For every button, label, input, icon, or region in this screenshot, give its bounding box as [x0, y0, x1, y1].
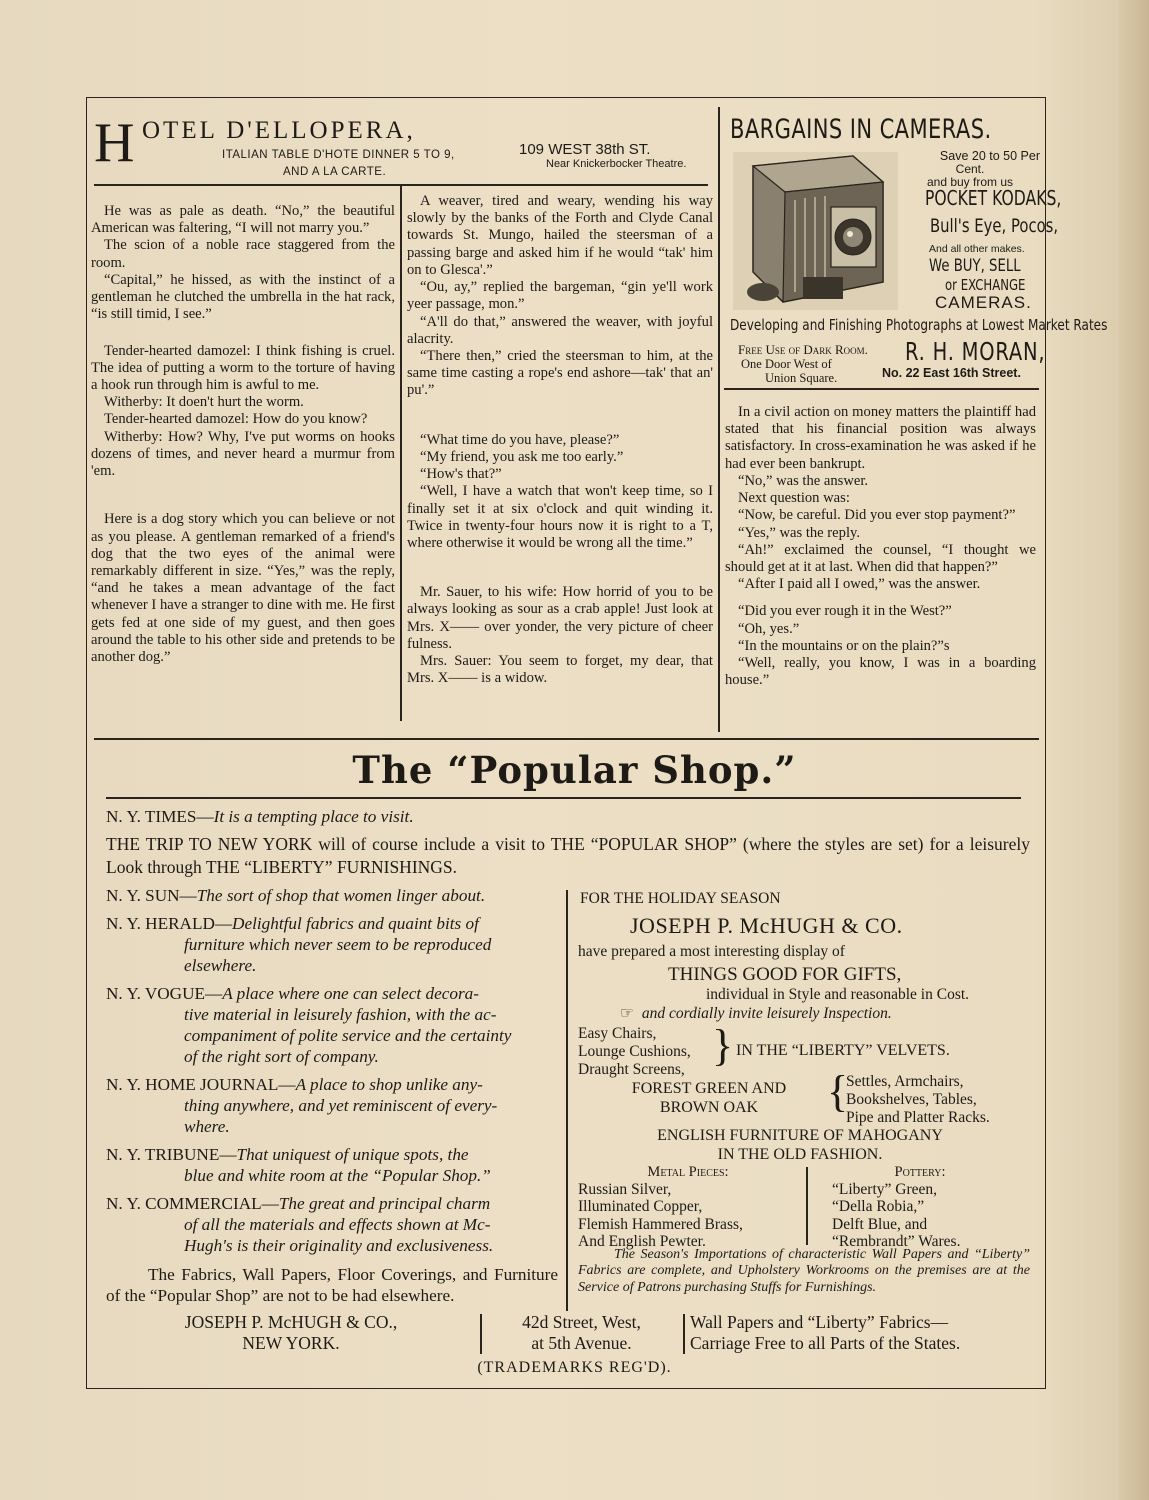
- spacer: [91, 324, 395, 343]
- english-furniture: [580, 1126, 1020, 1164]
- chairs-item: Draught Screens,: [578, 1061, 685, 1079]
- quote-text: Hugh's is their originality and exclusiveness.: [184, 1235, 494, 1255]
- times-quote: It is a tempting place to visit.: [213, 807, 414, 826]
- footer-carriage: [690, 1312, 1035, 1355]
- divider-col1-col2: [400, 186, 402, 721]
- footer-company-line: JOSEPH P. McHUGH & CO.,: [184, 1312, 398, 1332]
- camera-buy-sell: We BUY, SELL: [929, 256, 1021, 276]
- metal-list: [578, 1181, 743, 1250]
- pottery-item: “Rembrandt” Wares.: [832, 1233, 961, 1251]
- quote-text: That uniquest of unique spots, the: [236, 1144, 469, 1164]
- camera-rule: [724, 388, 1039, 390]
- chairs-item: Easy Chairs,: [578, 1025, 657, 1042]
- footer-divider-2: [683, 1314, 685, 1354]
- camera-cams: CAMERAS.: [935, 293, 1032, 312]
- trademarks: (TRADEMARKS REG'D).: [477, 1359, 672, 1376]
- camera-kodaks: POCKET KODAKS,: [925, 186, 1062, 210]
- shop-trip: THE TRIP TO NEW YORK will of course include a visit to THE “POPULAR SHOP” (where the styles are set) for a leisurely Look through THE “LIBERTY” FURNISHINGS.: [106, 834, 1030, 877]
- story-paragraph: “Oh, yes.”: [738, 620, 800, 637]
- hotel-address: 109 WEST 38th ST.: [519, 141, 651, 158]
- holiday-label: FOR THE HOLIDAY SEASON: [580, 890, 781, 907]
- footer-address-line: 42d Street, West,: [522, 1312, 641, 1332]
- quote-source: N. Y. SUN—: [106, 886, 197, 905]
- settles-item: Bookshelves, Tables,: [846, 1091, 977, 1109]
- quote-text: thing anywhere, and yet reminiscent of every-: [184, 1095, 498, 1115]
- story-paragraph: “What time do you have, please?”: [420, 431, 620, 448]
- quote-source: N. Y. VOGUE—: [106, 983, 223, 1003]
- things-title: THINGS GOOD FOR GIFTS,: [668, 964, 902, 985]
- quote-text: furniture which never seem to be reproduced: [184, 934, 492, 954]
- quote-text: companiment of polite service and the certainty: [184, 1025, 512, 1045]
- velvets-text: IN THE “LIBERTY” VELVETS.: [736, 1042, 950, 1059]
- settles-item: Pipe and Platter Racks.: [846, 1109, 990, 1127]
- spacer: [407, 552, 713, 584]
- metal-heading: Metal Pieces:: [647, 1164, 729, 1180]
- story-paragraph: Witherby: It doen't hurt the worm.: [104, 394, 304, 411]
- settles-list: [846, 1073, 990, 1127]
- footer-carriage-line: Carriage Free to all Parts of the States.: [690, 1333, 961, 1354]
- camera-buysell-wrap: [929, 256, 1046, 276]
- brace-left-icon: {: [827, 1067, 849, 1116]
- section-rule: [94, 738, 1039, 740]
- camera-ad: [730, 114, 1040, 145]
- camera-developing-wrap: [730, 316, 1149, 335]
- camera-street: No. 22 East 16th Street.: [882, 366, 1021, 380]
- chairs-list: [578, 1025, 691, 1079]
- pottery-list: [832, 1181, 960, 1250]
- story-paragraph: “Well, I have a watch that won't keep time, so I finally set it at six o'clock and quit winding it. Twice in twenty-four hours now it is right to a T, where otherwise it would be wrong all the time.”: [407, 483, 713, 551]
- divider-col2-col3: [718, 107, 720, 732]
- story-paragraph: He was as pale as death. “No,” the beautiful American was faltering, “I will not marry you.”: [91, 203, 395, 237]
- quote-herald: [106, 914, 558, 977]
- footer-carriage-line: Wall Papers and “Liberty” Fabrics—: [690, 1312, 949, 1332]
- story-paragraph: “There then,” cried the steersman to him, at the same time casting a rope's end ashore—tak' that an' pu'.”: [407, 347, 713, 399]
- hotel-line2: AND A LA CARTE.: [283, 166, 387, 178]
- story-paragraph: “How's that?”: [420, 466, 502, 483]
- camera-exchange: or EXCHANGE: [945, 276, 1026, 294]
- quote-text: A place to shop unlike any-: [295, 1074, 483, 1094]
- quote-vogue: [106, 984, 558, 1068]
- forest-line: BROWN OAK: [659, 1099, 759, 1117]
- forest-text: [614, 1079, 804, 1117]
- quote-text: The great and principal charm: [278, 1193, 491, 1213]
- shop-fabrics: The Fabrics, Wall Papers, Floor Coverings, and Furniture of the “Popular Shop” are not to be had elsewhere.: [106, 1264, 558, 1305]
- pottery-item: “Liberty” Green,: [832, 1181, 937, 1198]
- quote-text: of the right sort of company.: [184, 1046, 379, 1066]
- quote-source: N. Y. COMMERCIAL—: [106, 1193, 279, 1213]
- story-paragraph: Witherby: How? Why, I've put worms on hooks dozens of times, and never heard a murmur from 'em.: [91, 428, 395, 480]
- camera-free: Free Use of Dark Room.: [738, 342, 868, 357]
- footer-address-line: at 5th Avenue.: [531, 1333, 632, 1354]
- pointing-hand-icon: ☞: [620, 1005, 634, 1022]
- quote-text: A place where one can select decora-: [222, 983, 479, 1003]
- metal-item: Russian Silver,: [578, 1181, 672, 1198]
- shop-title: The “Popular Shop.”: [352, 748, 797, 792]
- quote-text: where.: [184, 1116, 230, 1136]
- season-text: The Season's Importations of characteristic Wall Papers and “Liberty” Fabrics are complete, and Upholstery Workrooms on the premises are at the Service of Patrons purchasing Stuffs for Furnishings.: [578, 1247, 1030, 1295]
- story-paragraph: “Well, really, you know, I was in a boarding house.”: [725, 655, 1036, 689]
- quote-sun: [106, 886, 558, 907]
- story-paragraph: “In the mountains or on the plain?”s: [738, 637, 950, 654]
- camera-save: Save 20 to 50 Per: [939, 149, 1040, 163]
- pottery-heading: Pottery:: [894, 1164, 946, 1180]
- press-quotes: [106, 886, 558, 1307]
- camera-bulls-wrap: [930, 215, 1094, 237]
- quote-tribune: [106, 1145, 558, 1187]
- camera-moran: R. H. MORAN,: [905, 337, 1046, 366]
- footer-company-line: NEW YORK.: [242, 1333, 340, 1354]
- english-line: ENGLISH FURNITURE OF MAHOGANY: [657, 1127, 943, 1144]
- story-paragraph: “My friend, you ask me too early.”: [420, 448, 624, 465]
- footer-divider-1: [480, 1314, 482, 1354]
- quote-text: Delightful fabrics and quaint bits of: [232, 913, 479, 933]
- individual-text: individual in Style and reasonable in Cost.: [706, 986, 970, 1003]
- column-3: [725, 404, 1036, 690]
- camera-others: And all other makes.: [929, 243, 1025, 255]
- story-paragraph: “Ah!” exclaimed the counsel, “I thought we should get at it at last. When did that happen?”: [725, 541, 1036, 575]
- hotel-name: OTEL D'ELLOPERA,: [142, 117, 416, 144]
- story-paragraph: A weaver, tired and weary, wending his way slowly by the banks of the Forth and Clyde Canal towards St. Mungo, hailed the steersman of a passing barge and asked him if he would “tak' him on to Glesca'.”: [407, 193, 713, 278]
- story-paragraph: In a civil action on money matters the plaintiff had stated that his financial position was always satisfactory. In cross-examination he was asked if he had ever been bankrupt.: [725, 404, 1036, 472]
- story-paragraph: Next question was:: [738, 490, 850, 507]
- spacer: [91, 480, 395, 511]
- column-2: [407, 193, 713, 687]
- camera-illustration: [733, 152, 898, 310]
- footer-company: [106, 1312, 476, 1355]
- shop-title-rule: [106, 797, 1021, 799]
- camera-buy: and buy from us: [926, 174, 1014, 189]
- story-paragraph: “Did you ever rough it in the West?”: [738, 603, 952, 620]
- quote-home-journal: [106, 1075, 558, 1138]
- invite-line: [620, 1005, 892, 1024]
- invite-text: and cordially invite leisurely Inspection.: [641, 1005, 892, 1022]
- camera-moran-wrap: [905, 337, 1085, 366]
- metal-pottery-divider: [806, 1167, 808, 1245]
- story-paragraph: Tender-hearted damozel: How do you know?: [104, 411, 368, 428]
- story-paragraph: “After I paid all I owed,” was the answer.: [738, 576, 981, 593]
- quote-text: of all the materials and effects shown at Mc-: [184, 1214, 491, 1234]
- story-paragraph: The scion of a noble race staggered from the room.: [91, 237, 395, 271]
- story-paragraph: Mrs. Sauer: You seem to forget, my dear, that Mrs. X—— is a widow.: [407, 653, 713, 687]
- camera-bulls: Bull's Eye, Pocos,: [930, 215, 1059, 237]
- camera-door: One Door West of: [741, 357, 832, 371]
- forest-line: FOREST GREEN AND: [631, 1080, 787, 1097]
- hotel-line1: ITALIAN TABLE D'HOTE DINNER 5 TO 9,: [222, 149, 455, 161]
- story-paragraph: Tender-hearted damozel: I think fishing is cruel. The idea of putting a worm to the torture of having a hook run through him is awful to me.: [91, 342, 395, 393]
- quote-text: blue and white room at the “Popular Shop.”: [184, 1165, 491, 1185]
- spacer: [407, 400, 713, 432]
- mchugh-title: JOSEPH P. McHUGH & CO.: [630, 913, 903, 938]
- hotel-near: Near Knickerbocker Theatre.: [546, 158, 687, 170]
- quote-text: The sort of shop that women linger about.: [196, 886, 486, 905]
- quote-text: tive material in leisurely fashion, with the ac-: [184, 1004, 497, 1024]
- metal-item: Illuminated Copper,: [578, 1198, 703, 1216]
- column-1: [91, 203, 395, 666]
- camera-ad-offer: [900, 150, 1040, 189]
- story-paragraph: “No,” was the answer.: [738, 472, 869, 489]
- shop-times: [106, 807, 414, 828]
- story-paragraph: “Capital,” he hissed, as with the instinct of a gentleman he clutched the umbrella in the hat rack, “is still timid, I see.”: [91, 271, 395, 323]
- camera-cent: Cent.: [955, 162, 985, 177]
- story-paragraph: Mr. Sauer, to his wife: How horrid of you to be always looking as sour as a crab apple! Just look at Mrs. X—— over yonder, the very picture of cheer fulness.: [407, 584, 713, 652]
- times-source: N. Y. TIMES—: [106, 807, 214, 826]
- quote-source: N. Y. HERALD—: [106, 913, 233, 933]
- brace-right-icon: }: [712, 1021, 734, 1070]
- story-paragraph: “A'll do that,” answered the weaver, with joyful alacrity.: [407, 313, 713, 347]
- spacer: [725, 593, 1036, 603]
- story-paragraph: Here is a dog story which you can believe or not as you please. A gentleman remarked of a friend's dog that the two eyes of the animal were remarkably different in size. “Yes,” was the reply, “and he takes a mean advantage of the fact whenever I have a stranger to dine with me. He first gets fed at one side of my guest, and then goes around the table to his other side and pretends to be another dog.”: [91, 511, 395, 666]
- story-paragraph: “Ou, ay,” replied the bargeman, “gin ye'll work yeer passage, mon.”: [407, 279, 713, 313]
- settles-item: Settles, Armchairs,: [846, 1073, 964, 1090]
- chairs-item: Lounge Cushions,: [578, 1043, 691, 1061]
- quote-source: N. Y. HOME JOURNAL—: [106, 1074, 296, 1094]
- camera-union: Union Square.: [765, 371, 838, 385]
- hotel-initial: H: [94, 112, 135, 174]
- shop-divider: [566, 890, 568, 1311]
- camera-developing: Developing and Finishing Photographs at Lowest Market Rates: [730, 316, 1108, 334]
- pottery-item: “Della Robia,”: [832, 1198, 925, 1216]
- footer-address: [484, 1312, 679, 1355]
- quote-text: elsewhere.: [184, 955, 257, 975]
- camera-kodaks-wrap: [925, 186, 1100, 210]
- story-paragraph: “Yes,” was the reply.: [738, 524, 860, 541]
- camera-ad-title: BARGAINS IN CAMERAS.: [730, 114, 992, 145]
- metal-item: Flemish Hammered Brass,: [578, 1215, 743, 1233]
- english-line: IN THE OLD FASHION.: [717, 1146, 883, 1164]
- pottery-item: Delft Blue, and: [832, 1215, 928, 1233]
- prepared-text: have prepared a most interesting display of: [578, 943, 845, 960]
- metal-item: And English Pewter.: [578, 1233, 706, 1251]
- story-paragraph: “Now, be careful. Did you ever stop payment?”: [738, 507, 1016, 524]
- quote-source: N. Y. TRIBUNE—: [106, 1144, 237, 1164]
- quote-commercial: [106, 1194, 558, 1257]
